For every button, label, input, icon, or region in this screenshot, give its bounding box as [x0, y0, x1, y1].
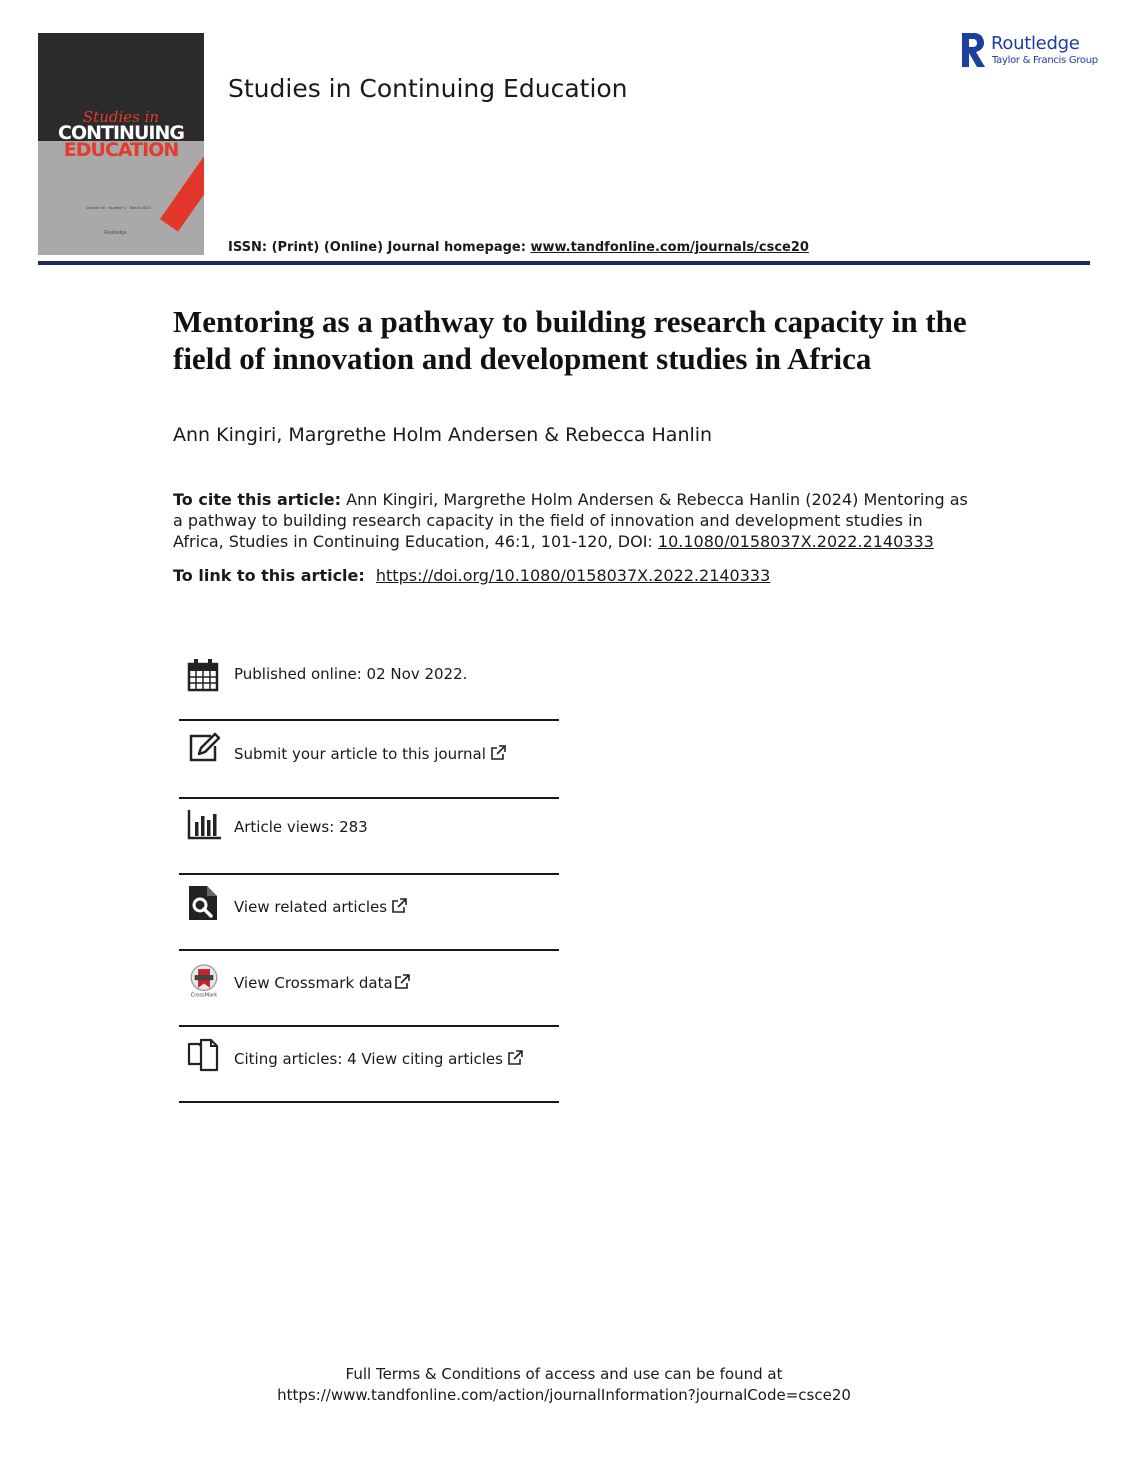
- crossmark-text[interactable]: View Crossmark data: [234, 974, 393, 992]
- external-link-icon: [507, 1050, 523, 1066]
- submit-article-text[interactable]: Submit your article to this journal: [234, 745, 486, 763]
- cover-title-small: Studies in: [82, 108, 160, 126]
- crossmark-icon-text: CrossMark: [190, 992, 218, 998]
- crossmark-item[interactable]: [179, 962, 559, 1004]
- external-link-icon: [394, 974, 410, 990]
- cover-publisher-logo: Routledge: [104, 230, 127, 236]
- crossmark-label: [234, 974, 410, 992]
- article-link-row: [173, 566, 770, 585]
- cover-volume-text: Volume 46 · Number 1 · March 2024: [86, 205, 151, 210]
- journal-homepage-link[interactable]: www.tandfonline.com/journals/csce20: [530, 240, 809, 255]
- submit-article-item[interactable]: [179, 732, 559, 772]
- cover-title-line2: EDUCATION: [63, 139, 179, 161]
- citation-text: Ann Kingiri, Margrethe Holm Andersen & Rebecca Hanlin (2024) Mentoring as a pathway to building research capacity in the field of innovation and development studies in Africa, Studies in Continuing Education, 46:1, 101-120, DOI:: [173, 490, 968, 551]
- info-divider: [179, 1025, 559, 1027]
- citing-articles-item[interactable]: [179, 1038, 559, 1078]
- calendar-icon: [187, 658, 221, 692]
- published-online-item: [179, 656, 559, 696]
- journal-title: Studies in Continuing Education: [228, 74, 628, 103]
- article-link-label: To link to this article:: [173, 566, 365, 585]
- info-divider: [179, 949, 559, 951]
- citing-articles-text[interactable]: Citing articles: 4 View citing articles: [234, 1050, 503, 1068]
- cover-title-line1: CONTINUING: [58, 122, 184, 144]
- journal-cover-image: [38, 33, 204, 255]
- article-views-item: [179, 808, 559, 848]
- article-title: Mentoring as a pathway to building research capacity in the field of innovation and development studies in Africa: [173, 304, 967, 376]
- issn-line: [228, 240, 809, 255]
- info-divider: [179, 1101, 559, 1103]
- info-divider: [179, 719, 559, 721]
- info-divider: [179, 873, 559, 875]
- publisher-name: Routledge: [991, 33, 1080, 54]
- article-authors: Ann Kingiri, Margrethe Holm Andersen & Rebecca Hanlin: [173, 424, 713, 446]
- citing-documents-icon: [187, 1038, 221, 1072]
- document-search-icon: [187, 886, 221, 920]
- article-doi-link[interactable]: https://doi.org/10.1080/0158037X.2022.2140333: [375, 566, 771, 585]
- info-divider: [179, 797, 559, 799]
- external-link-icon: [490, 745, 506, 761]
- external-link-icon: [391, 898, 407, 914]
- terms-footer: [0, 1364, 1128, 1406]
- citation-block: [173, 489, 973, 552]
- citing-articles-label: [234, 1050, 523, 1068]
- citation-label: To cite this article:: [173, 490, 342, 509]
- article-views-text: Article views: 283: [234, 818, 368, 836]
- issn-text: ISSN: (Print) (Online) Journal homepage:: [228, 240, 531, 255]
- related-articles-text[interactable]: View related articles: [234, 898, 388, 916]
- terms-line: Full Terms & Conditions of access and use can be found at: [345, 1365, 783, 1383]
- edit-pencil-icon: [187, 732, 221, 766]
- submit-article-label: [234, 745, 506, 763]
- publisher-logo: [960, 31, 1098, 71]
- header-divider: [38, 261, 1090, 265]
- related-articles-item[interactable]: [179, 886, 559, 926]
- crossmark-icon: [187, 964, 221, 998]
- terms-url[interactable]: https://www.tandfonline.com/action/journalInformation?journalCode=csce20: [277, 1386, 851, 1404]
- bar-chart-icon: [187, 808, 221, 842]
- related-articles-label: [234, 898, 407, 916]
- publisher-subtitle: Taylor & Francis Group: [992, 55, 1098, 66]
- published-online-text: Published online: 02 Nov 2022.: [234, 665, 468, 683]
- citation-doi-link[interactable]: 10.1080/0158037X.2022.2140333: [657, 532, 934, 551]
- routledge-r-icon: [960, 31, 986, 69]
